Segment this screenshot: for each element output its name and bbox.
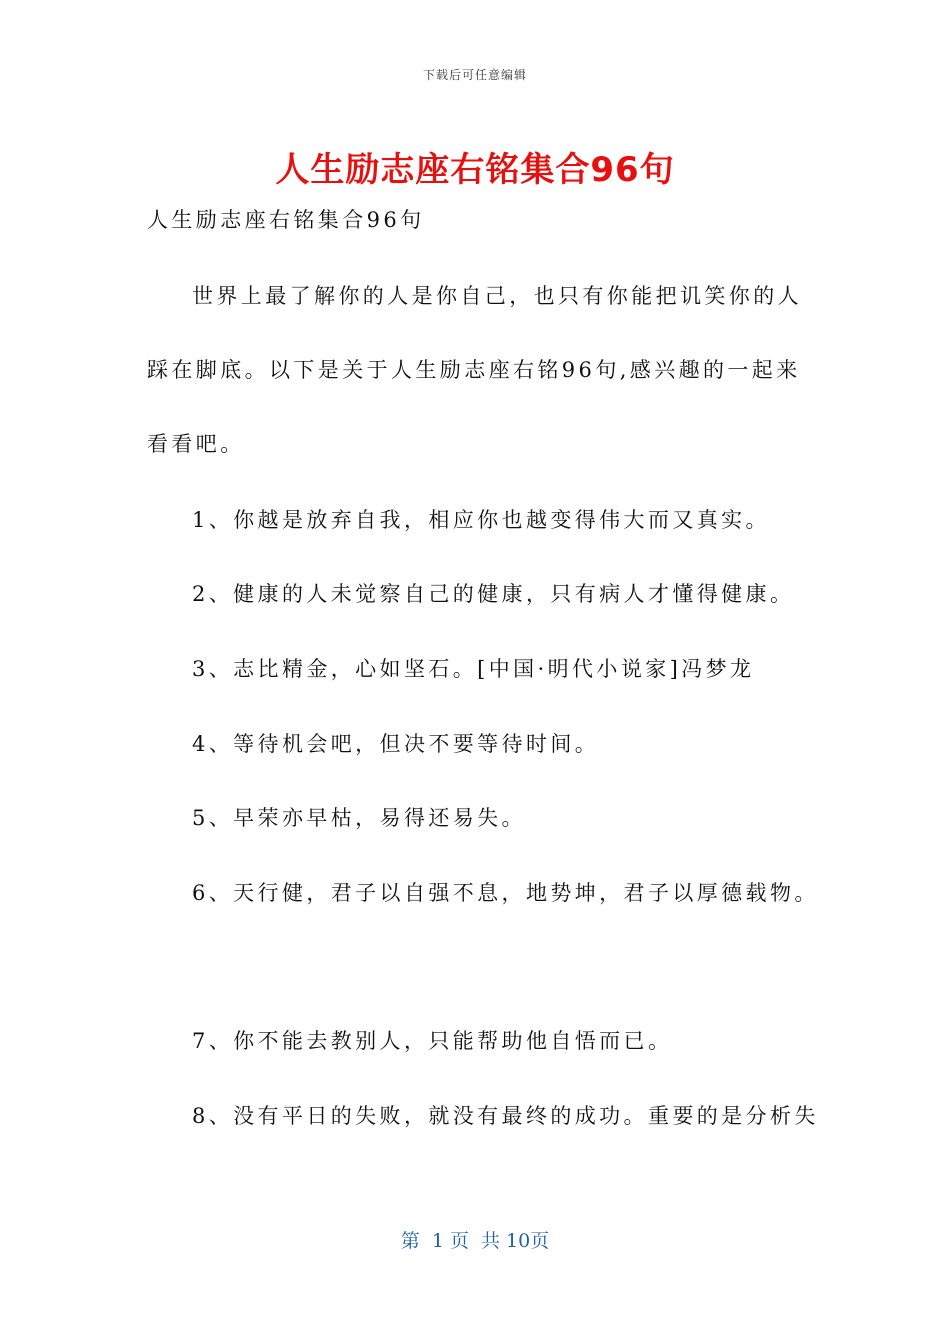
document-subtitle: 人生励志座右铭集合96句	[147, 208, 425, 232]
quote-item: 2、健康的人未觉察自己的健康，只有病人才懂得健康。	[192, 582, 795, 606]
quote-item: 3、志比精金，心如坚石。[中国·明代小说家]冯梦龙	[192, 657, 755, 681]
quote-item: 5、早荣亦早枯，易得还易失。	[192, 806, 526, 830]
intro-line: 看看吧。	[147, 432, 245, 456]
quote-item: 1、你越是放弃自我，相应你也越变得伟大而又真实。	[192, 508, 770, 532]
intro-line: 世界上最了解你的人是你自己，也只有你能把讥笑你的人	[192, 284, 802, 308]
intro-line: 踩在脚底。以下是关于人生励志座右铭96句,感兴趣的一起来	[147, 358, 801, 382]
header-note: 下载后可任意编辑	[422, 68, 527, 82]
quote-item: 4、等待机会吧，但决不要等待时间。	[192, 732, 600, 756]
quote-item: 6、天行健，君子以自强不息，地势坤，君子以厚德载物。	[192, 881, 819, 905]
quote-item: 8、没有平日的失败，就没有最终的成功。重要的是分析失	[192, 1104, 819, 1128]
quote-item: 7、你不能去教别人，只能帮助他自悟而已。	[192, 1029, 673, 1053]
page-number: 第 1 页 共 10页	[400, 1230, 550, 1252]
document-title: 人生励志座右铭集合96句	[275, 150, 675, 190]
